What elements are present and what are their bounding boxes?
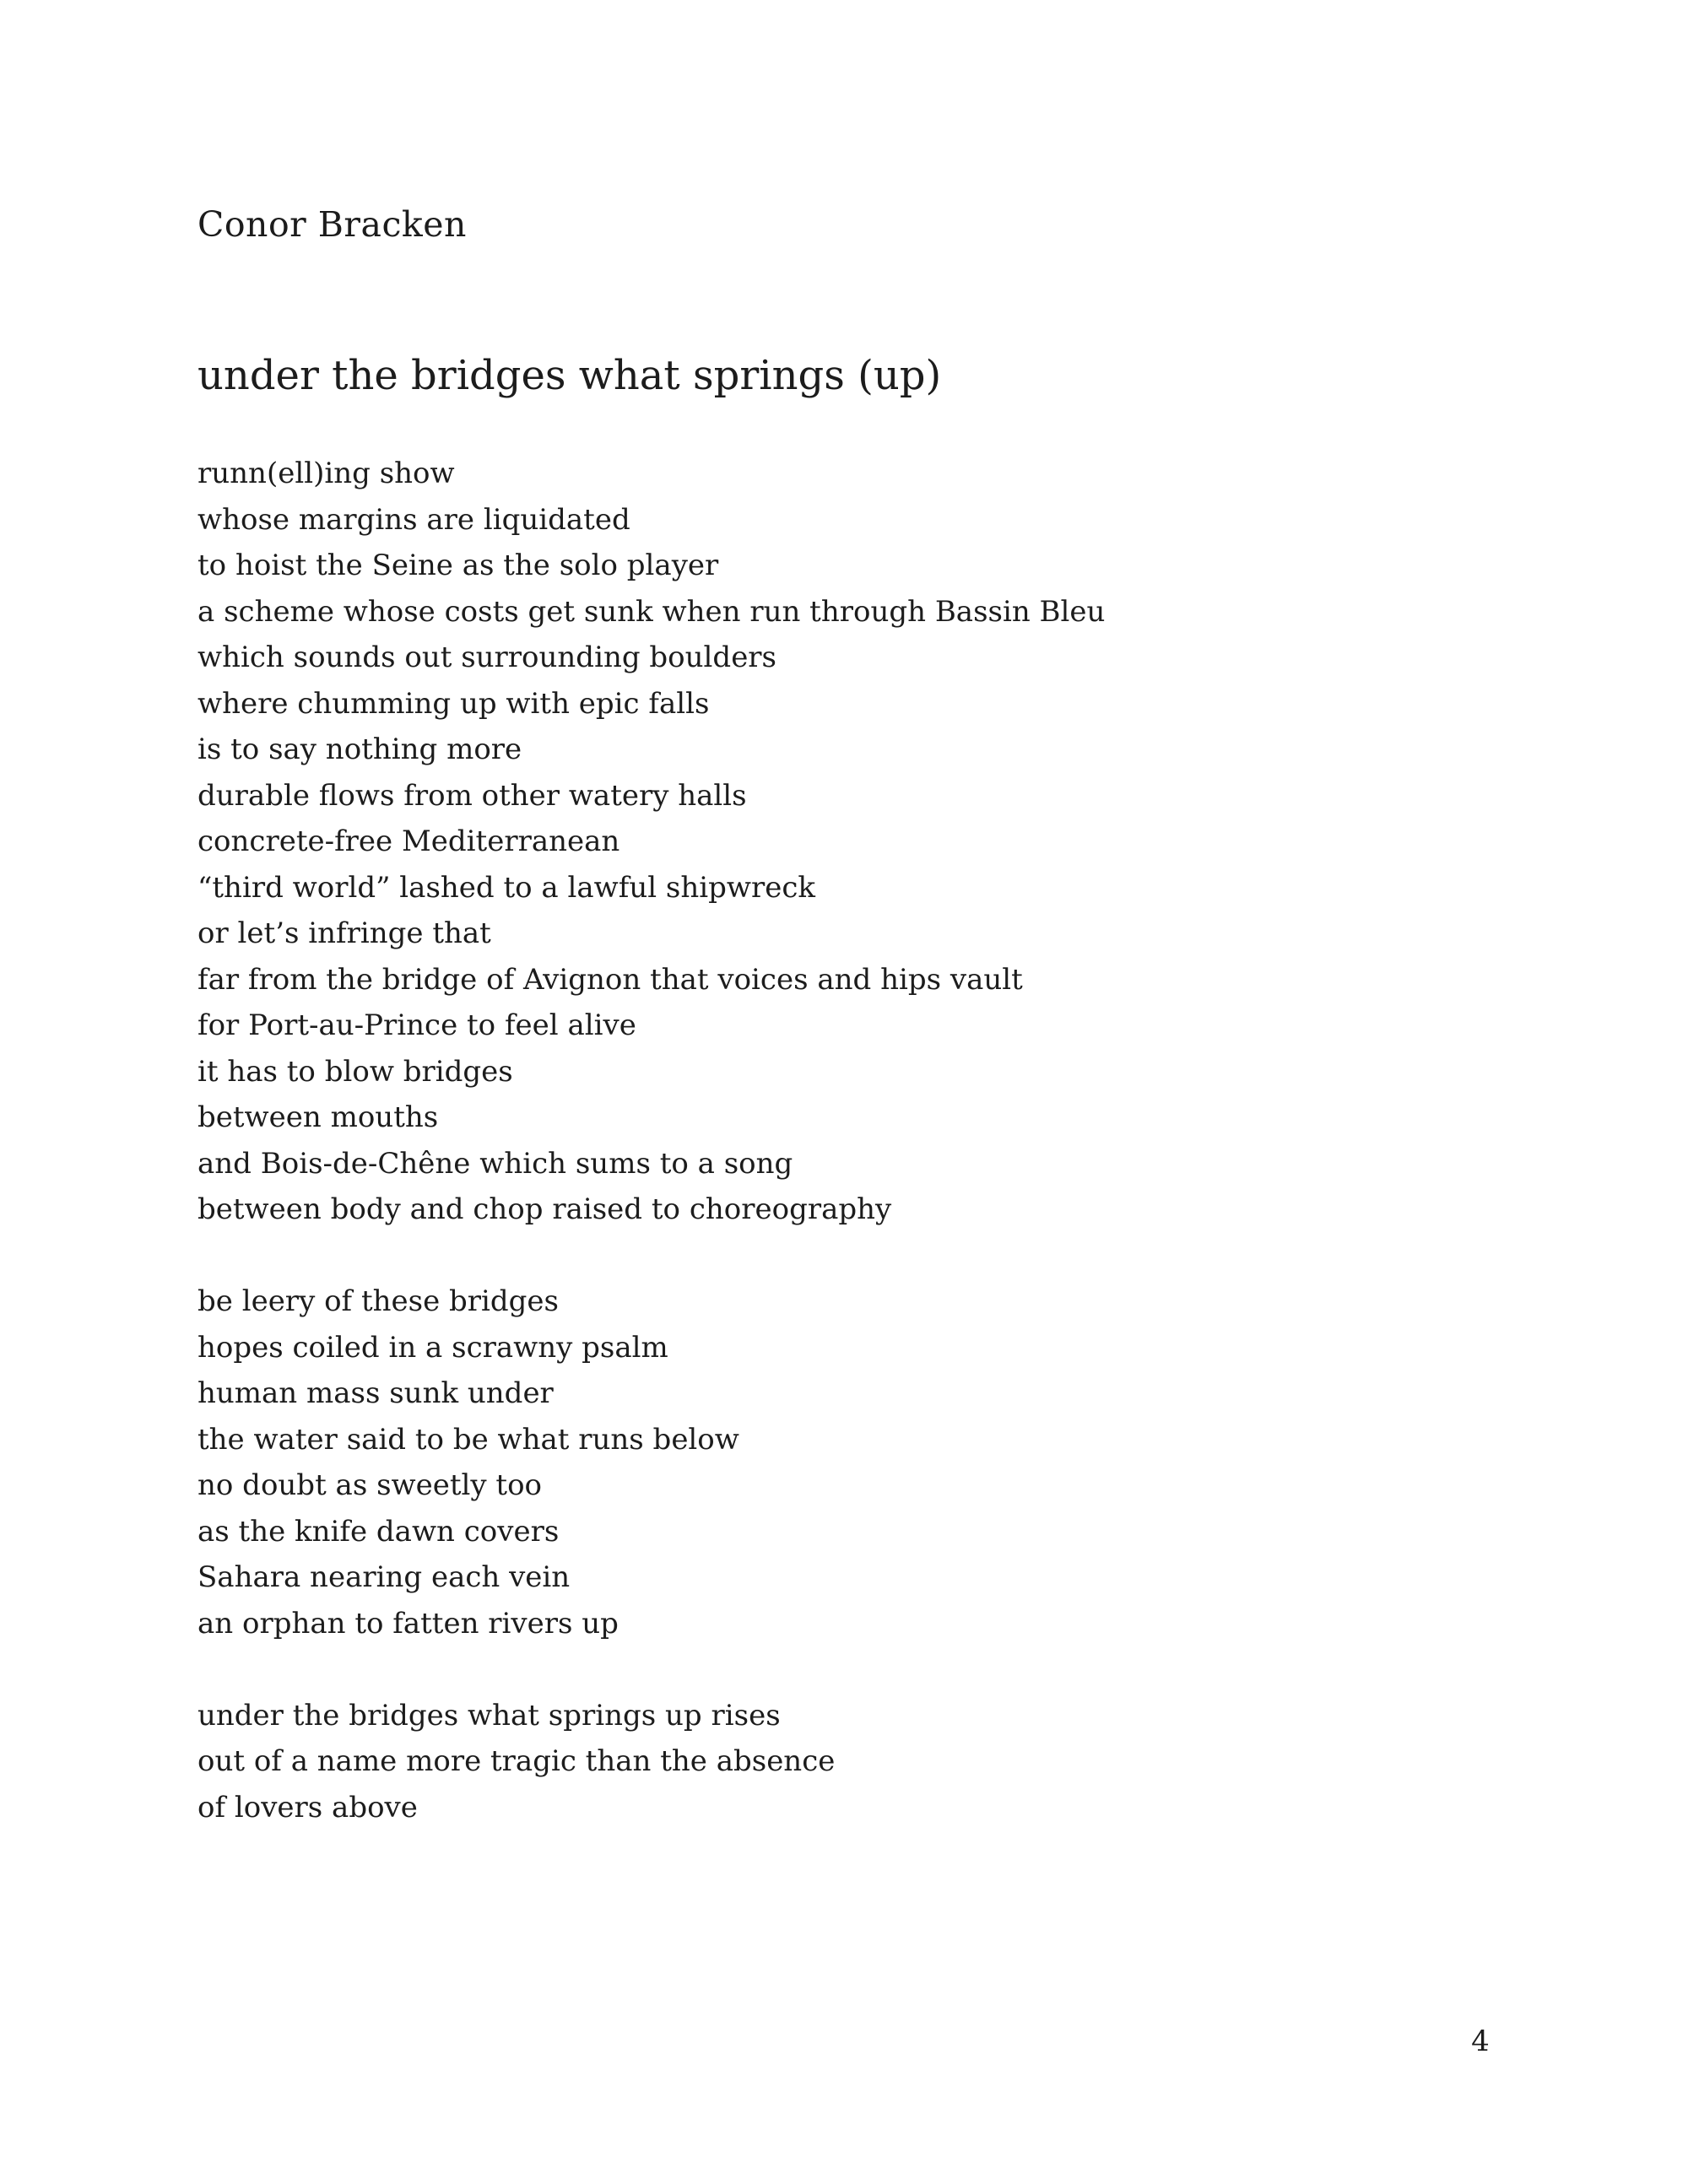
poem-line: the water said to be what runs below [197,1422,739,1457]
poem-line: an orphan to fatten rivers up [197,1606,619,1641]
stanza [197,451,1463,1233]
stanza [197,1693,1463,1831]
poem-line: between body and chop raised to choreography [197,1192,892,1226]
poem-line: far from the bridge of Avignon that voices and hips vault [197,962,1023,997]
poem-line: human mass sunk under [197,1376,554,1410]
poem-line: as the knife dawn covers [197,1514,560,1549]
poem-line: of lovers above [197,1790,418,1825]
poem-line: is to say nothing more [197,733,522,766]
poem-line: be leery of these bridges [197,1284,559,1318]
poem-line: a scheme whose costs get sunk when run through Bassin Bleu [197,594,1106,629]
poem-line: or let’s infringe that [197,916,491,950]
poem-line: it has to blow bridges [197,1054,513,1089]
poem-line: and Bois-de-Chêne which sums to a song [197,1146,793,1181]
poem-line: where chumming up with epic falls [197,686,710,721]
poem-title: under the bridges what springs (up) [197,352,942,399]
poem-body [197,451,1463,1877]
poem-line: Sahara nearing each vein [197,1560,571,1594]
poem-line: no doubt as sweetly too [197,1468,543,1502]
author-name: Conor Bracken [197,204,467,245]
poem-line: concrete-free Mediterranean [197,824,620,858]
poem-line: to hoist the Seine as the solo player [197,549,719,582]
poem-line: out of a name more tragic than the absence [197,1744,836,1778]
poem-line: for Port-au-Prince to feel alive [197,1008,636,1042]
poem-line: under the bridges what springs up rises [197,1698,781,1733]
poem-line: runn(ell)ing show [197,457,455,490]
poem-line: hopes coiled in a scrawny psalm [197,1330,668,1365]
page-number: 4 [1471,2025,1490,2058]
poem-line: “third world” lashed to a lawful shipwreck [197,870,816,905]
poem-line: whose margins are liquidated [197,502,630,537]
stanza [197,1279,1463,1646]
poem-line: between mouths [197,1100,439,1134]
poem-line: which sounds out surrounding boulders [197,641,777,674]
poem-line: durable flows from other watery halls [197,778,747,813]
